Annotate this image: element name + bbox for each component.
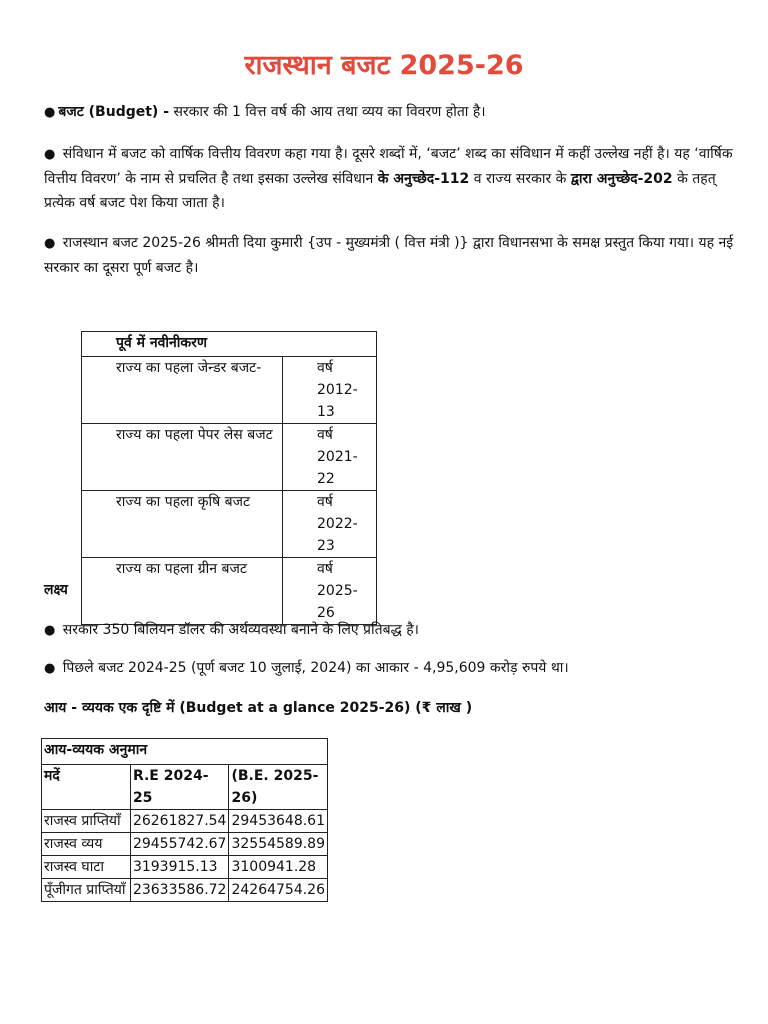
- goal-previous-budget-text: पिछले बजट 2024-25 (पूर्ण बजट 10 जुलाई, 2024) का आकार - 4,95,609 करोड़ रुपये था।: [58, 660, 569, 676]
- bullet-icon: ●: [44, 147, 56, 162]
- budget-estimates-table: [41, 738, 328, 902]
- innovation-year: वर्ष 2012-13: [283, 357, 377, 424]
- budget-re-value: 3193915.13: [130, 856, 229, 879]
- budget-re-value: 23633586.72: [130, 879, 229, 902]
- column-header-items: मदें: [42, 765, 131, 810]
- innovation-year: वर्ष 2022-23: [283, 491, 377, 558]
- innovation-year: वर्ष 2025-26: [283, 558, 377, 625]
- budget-re-value: 29455742.67: [130, 833, 229, 856]
- innovations-table: [81, 331, 377, 625]
- goals-heading: लक्ष्य: [44, 582, 68, 598]
- innovations-table-header: पूर्व में नवीनीकरण: [82, 332, 377, 357]
- innovation-item: राज्य का पहला ग्रीन बजट: [82, 558, 283, 625]
- table-row: [82, 491, 377, 558]
- table-row: [42, 856, 328, 879]
- budget-term: बजट (Budget) -: [58, 104, 170, 120]
- goal-item-previous-budget: [44, 656, 734, 681]
- budget-item: राजस्व प्राप्तियाँ: [42, 810, 131, 833]
- constitution-text-a: संविधान में बजट को वार्षिक वित्तीय विवरण कहा गया है। दूसरे शब्दों में, ‘बजट’ शब्द का संविधान में कहीं उल्लेख नहीं है। यह ‘वार्षिक वित्तीय विवरण’ के नाम से प्रचलित है तथा इसका उल्लेख संविधान: [44, 146, 733, 187]
- bullet-icon: ●: [44, 623, 56, 638]
- budget-item: राजस्व व्यय: [42, 833, 131, 856]
- table-row: [82, 424, 377, 491]
- innovation-item: राज्य का पहला पेपर लेस बजट: [82, 424, 283, 491]
- table-row: [42, 833, 328, 856]
- page-title: राजस्थान बजट 2025-26: [244, 50, 524, 81]
- bullet-icon: ●: [44, 105, 56, 120]
- constitution-text-b: व राज्य सरकार के: [469, 171, 571, 187]
- budget-be-value: 3100941.28: [229, 856, 328, 879]
- budget-re-value: 26261827.54: [130, 810, 229, 833]
- paragraph-budget-presented: [44, 231, 734, 280]
- bullet-icon: ●: [44, 236, 56, 251]
- budget-definition-text: सरकार की 1 वित्त वर्ष की आय तथा व्यय का विवरण होता है।: [169, 104, 486, 120]
- budget-be-value: 29453648.61: [229, 810, 328, 833]
- constitution-text-c: के तहत् प्रत्येक वर्ष बजट पेश किया जाता है।: [44, 171, 716, 211]
- glance-heading: आय - व्ययक एक दृष्टि में (Budget at a glance 2025-26) (₹ लाख ): [44, 700, 473, 716]
- article-202: द्वारा अनुच्छेद-202: [570, 171, 673, 187]
- table-row: [82, 357, 377, 424]
- table-header-row: [42, 765, 328, 810]
- paragraph-budget-definition: [44, 100, 734, 125]
- budget-be-value: 24264754.26: [229, 879, 328, 902]
- budget-item: पूँजीगत प्राप्तियाँ: [42, 879, 131, 902]
- innovation-item: राज्य का पहला जेन्डर बजट-: [82, 357, 283, 424]
- table-row: [82, 558, 377, 625]
- budget-presented-text: राजस्थान बजट 2025-26 श्रीमती दिया कुमारी {उप - मुख्यमंत्री ( वित्त मंत्री )} द्वारा विधानसभा के समक्ष प्रस्तुत किया गया। यह नई सरकार का दूसरा पूर्ण बजट है।: [44, 235, 734, 276]
- column-header-be: (B.E. 2025-26): [229, 765, 328, 810]
- goal-economy-text: सरकार 350 बिलियन डॉलर की अर्थव्यवस्था बनाने के लिए प्रतिबद्ध है।: [58, 622, 419, 638]
- bullet-icon: ●: [44, 661, 56, 676]
- budget-table-title: आय-व्ययक अनुमान: [42, 739, 328, 765]
- column-header-re: R.E 2024-25: [130, 765, 229, 810]
- innovation-year: वर्ष 2021-22: [283, 424, 377, 491]
- article-112: के अनुच्छेद-112: [377, 171, 470, 187]
- budget-item: राजस्व घाटा: [42, 856, 131, 879]
- table-row: [42, 810, 328, 833]
- table-row: [42, 879, 328, 902]
- goal-item-economy: [44, 618, 734, 643]
- innovation-item: राज्य का पहला कृषि बजट: [82, 491, 283, 558]
- paragraph-constitution: [44, 142, 734, 215]
- budget-be-value: 32554589.89: [229, 833, 328, 856]
